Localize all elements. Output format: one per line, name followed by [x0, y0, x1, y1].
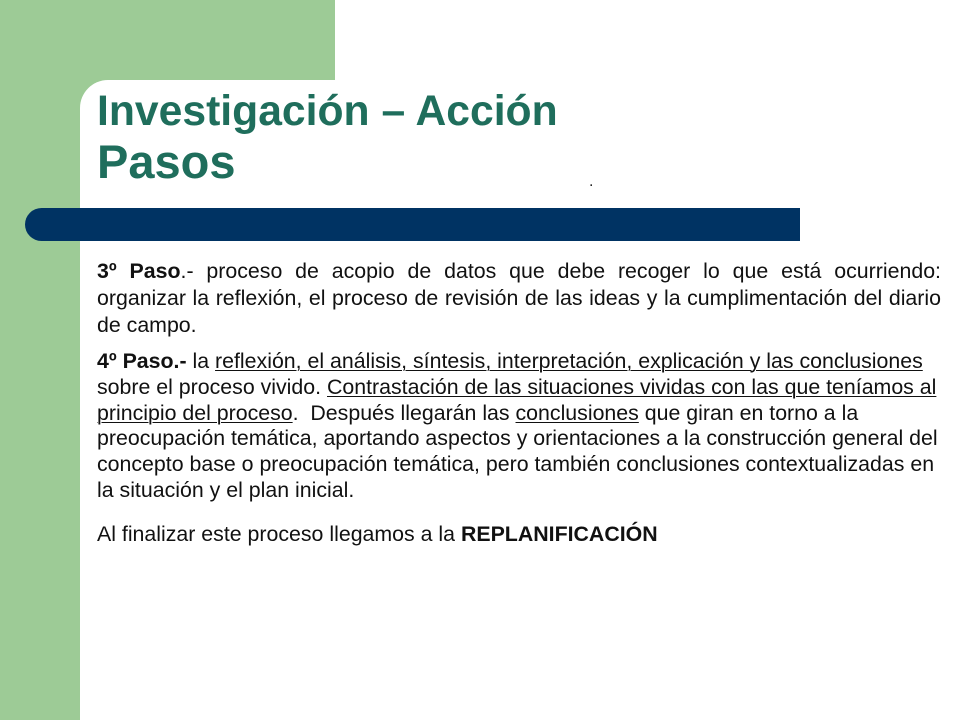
paragraph-conclusion	[97, 521, 941, 547]
step-4-label: 4º Paso.-	[97, 349, 187, 373]
step-4-text-part-3: . Después llegarán las	[292, 400, 516, 425]
step-4-underlined-phrase-2: Contrastación de las situaciones vividas con las que teníamos al principio del proceso	[97, 374, 937, 425]
step-3-label: 3º Paso	[97, 259, 181, 283]
navy-divider-bar	[25, 208, 800, 241]
conclusion-emphasis: REPLANIFICACIÓN	[460, 521, 658, 546]
step-3-text: .- proceso de acopio de datos que debe recoger lo que está ocurriendo: organizar la reflexión, el proceso de revisión de las ideas y la cumplimentación del diario de campo.	[97, 259, 941, 337]
step-4-underlined-phrase-3: conclusiones	[515, 400, 639, 425]
slide-title: Investigación – Acción	[97, 87, 558, 135]
step-4-text-part-2: sobre el proceso vivido.	[97, 374, 327, 399]
step-4-text-part-4: que giran en torno a la preocupación temática, aportando aspectos y orientaciones a la construcción general del concepto base o preocupación temática, pero también conclusiones contextualizadas en la situación y el plan inicial.	[97, 400, 938, 502]
dot-marker: .	[589, 173, 594, 190]
step-4-text-part-1: la	[186, 349, 216, 373]
conclusion-text: Al finalizar este proceso llegamos a la	[97, 521, 461, 546]
slide-title-second-line: Pasos	[97, 135, 236, 188]
step-4-underlined-phrase-1: reflexión, el análisis, síntesis, interpretación, explicación y las conclusiones	[215, 349, 923, 373]
paragraph-step-3	[97, 258, 941, 339]
slide-body	[97, 258, 941, 547]
paragraph-step-4	[97, 349, 941, 504]
